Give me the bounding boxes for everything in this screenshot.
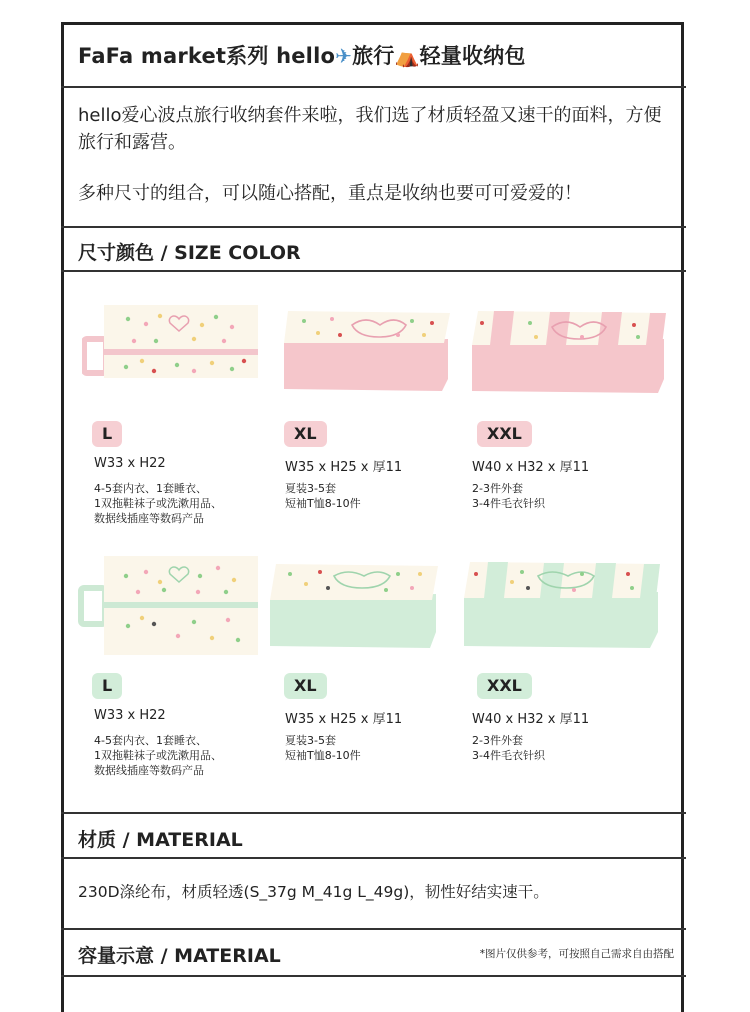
dimensions-text: W35 x H25 x 厚11 bbox=[285, 460, 403, 475]
size-badge-xl: XL bbox=[284, 421, 327, 447]
pink-l-bag-illustration bbox=[82, 305, 260, 380]
green-xl-bag-illustration bbox=[268, 562, 440, 650]
capacity-description bbox=[94, 733, 222, 778]
desc-line: 短袖T恤8-10件 bbox=[285, 749, 361, 762]
dimensions-text: W33 x H22 bbox=[94, 456, 166, 471]
size-badge-xxl: XXL bbox=[477, 421, 532, 447]
divider bbox=[61, 857, 686, 859]
desc-line: 短袖T恤8-10件 bbox=[285, 497, 361, 510]
intro-paragraph-1: hello爱心波点旅行收纳套件来啦，我们选了材质轻盈又速干的面料，方便旅行和露营。 bbox=[78, 105, 662, 153]
divider bbox=[61, 270, 686, 272]
dimensions-text: W40 x H32 x 厚11 bbox=[472, 460, 590, 475]
title-text-1: FaFa market系列 hello bbox=[78, 44, 336, 68]
desc-line: 3-4件毛衣针织 bbox=[472, 497, 545, 510]
capacity-description bbox=[285, 733, 361, 763]
desc-line: 4-5套内衣、1套睡衣、 bbox=[94, 734, 207, 747]
tent-icon: ⛺ bbox=[394, 44, 420, 68]
intro-text bbox=[78, 102, 668, 207]
divider bbox=[61, 86, 686, 88]
desc-line: 数据线插座等数码产品 bbox=[94, 764, 204, 777]
size-badge-l: L bbox=[92, 673, 122, 699]
desc-line: 3-4件毛衣针织 bbox=[472, 749, 545, 762]
reference-note: *图片仅供参考，可按照自己需求自由搭配 bbox=[479, 948, 674, 960]
green-xxl-bag-illustration bbox=[462, 560, 660, 650]
airplane-icon: ✈ bbox=[335, 44, 353, 68]
size-color-heading: 尺寸颜色 / SIZE COLOR bbox=[78, 242, 301, 264]
divider bbox=[61, 226, 686, 228]
desc-line: 2-3件外套 bbox=[472, 482, 523, 495]
title-text-3: 轻量收纳包 bbox=[419, 44, 526, 68]
dimensions-text: W33 x H22 bbox=[94, 708, 166, 723]
size-badge-l: L bbox=[92, 421, 122, 447]
divider bbox=[61, 975, 686, 977]
capacity-description bbox=[472, 481, 545, 511]
desc-line: 数据线插座等数码产品 bbox=[94, 512, 204, 525]
green-l-bag-illustration bbox=[78, 556, 260, 656]
desc-line: 4-5套内衣、1套睡衣、 bbox=[94, 482, 207, 495]
capacity-heading: 容量示意 / MATERIAL bbox=[78, 945, 281, 967]
size-badge-xxl: XXL bbox=[477, 673, 532, 699]
desc-line: 夏装3-5套 bbox=[285, 482, 336, 495]
desc-line: 1双拖鞋袜子或洗漱用品、 bbox=[94, 749, 222, 762]
desc-line: 夏装3-5套 bbox=[285, 734, 336, 747]
capacity-description bbox=[472, 733, 545, 763]
title-text-2: 旅行 bbox=[352, 44, 395, 68]
desc-line: 1双拖鞋袜子或洗漱用品、 bbox=[94, 497, 222, 510]
pink-xl-bag-illustration bbox=[282, 309, 452, 395]
desc-line: 2-3件外套 bbox=[472, 734, 523, 747]
capacity-description bbox=[285, 481, 361, 511]
size-badge-xl: XL bbox=[284, 673, 327, 699]
pink-xxl-bag-illustration bbox=[470, 309, 666, 397]
divider bbox=[61, 812, 686, 814]
dimensions-text: W35 x H25 x 厚11 bbox=[285, 712, 403, 727]
capacity-description bbox=[94, 481, 222, 526]
material-heading: 材质 / MATERIAL bbox=[78, 829, 243, 851]
dimensions-text: W40 x H32 x 厚11 bbox=[472, 712, 590, 727]
divider bbox=[61, 928, 686, 930]
material-text: 230D涤纶布，材质轻透(S_37g M_41g L_49g)，韧性好结实速干。 bbox=[78, 883, 549, 901]
intro-paragraph-2: 多种尺寸的组合，可以随心搭配，重点是收纳也要可可爱爱的！ bbox=[78, 183, 582, 204]
page-title bbox=[78, 40, 526, 70]
